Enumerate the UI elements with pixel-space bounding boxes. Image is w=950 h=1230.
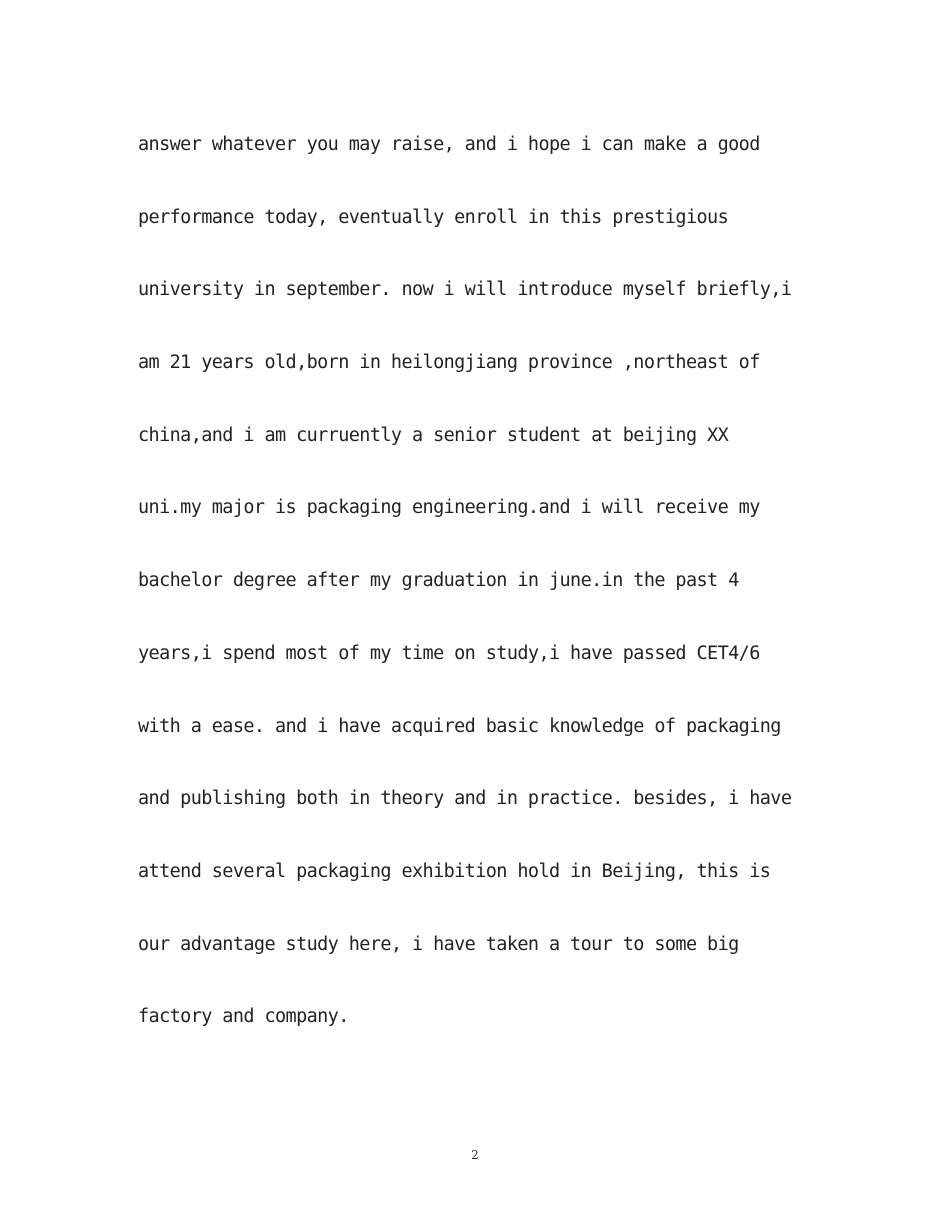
text-line: attend several packaging exhibition hold in Beijing, this is [138,860,771,882]
text-line: answer whatever you may raise, and i hope i can make a good [138,134,760,155]
text-line: factory and company. [138,1006,349,1028]
text-line: and publishing both in theory and in practice. besides, i have [138,788,792,810]
text-line: university in september. now i will introduce myself briefly,i [138,279,792,301]
text-line: bachelor degree after my graduation in june.in the past 4 [138,570,739,592]
text-line: am 21 years old,born in heilongjiang province ,northeast of [138,352,760,374]
body-text [138,109,838,1054]
text-line: uni.my major is packaging engineering.and i will receive my [138,497,760,519]
page-number: 2 [471,1148,479,1162]
text-line: with a ease. and i have acquired basic knowledge of packaging [138,715,781,737]
text-line: our advantage study here, i have taken a tour to some big [138,933,739,955]
text-line: years,i spend most of my time on study,i have passed CET4/6 [138,642,760,664]
text-line: china,and i am curruently a senior student at beijing XX [138,424,729,446]
text-line: performance today, eventually enroll in this prestigious [138,206,729,228]
